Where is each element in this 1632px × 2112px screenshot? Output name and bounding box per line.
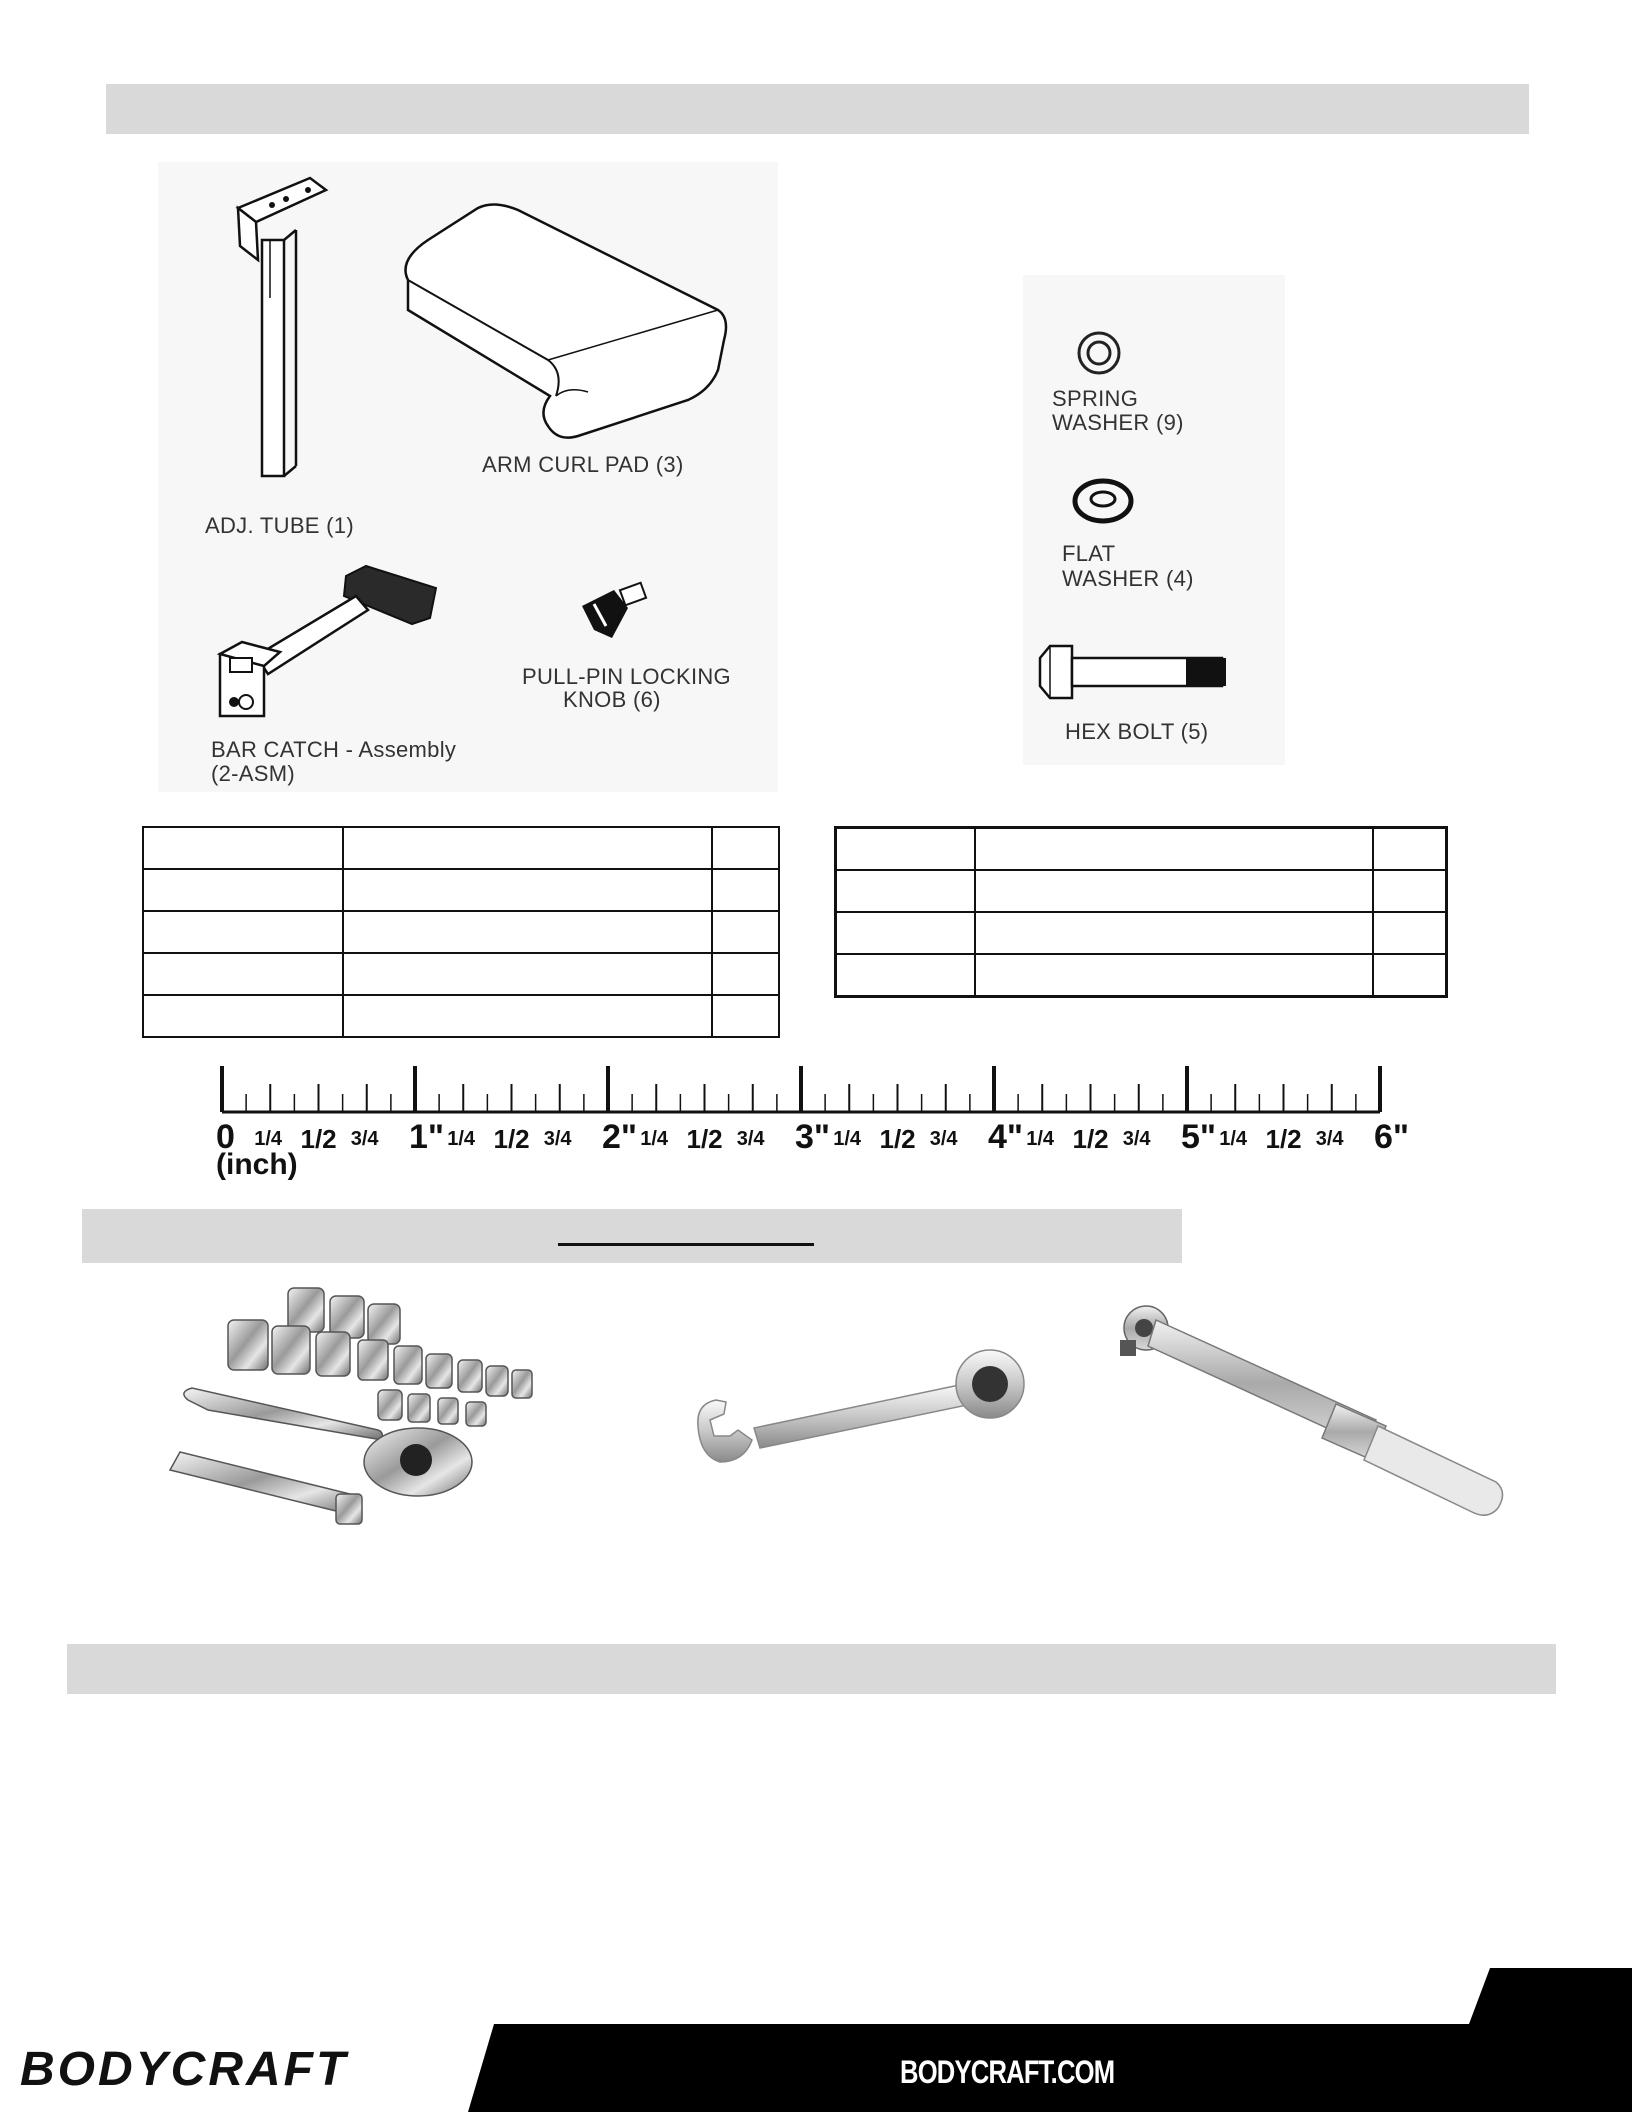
website-link[interactable]: BODYCRAFT.COM bbox=[900, 2054, 1115, 2090]
ruler-minor-label: 1/4 bbox=[1026, 1128, 1055, 1150]
table-row bbox=[836, 828, 1447, 871]
table-cell bbox=[836, 870, 975, 912]
spring-washer-label-line2: WASHER (9) bbox=[1052, 410, 1184, 435]
ruler-minor-label: 3/4 bbox=[543, 1128, 572, 1150]
table-cell bbox=[712, 869, 779, 911]
flat-washer-label-line2: WASHER (4) bbox=[1062, 566, 1194, 591]
table-row bbox=[143, 911, 779, 953]
table-cell bbox=[975, 870, 1373, 912]
table-cell bbox=[343, 995, 712, 1037]
parts-table-right bbox=[834, 826, 1448, 998]
bar-catch-label-line1: BAR CATCH - Assembly bbox=[211, 737, 457, 762]
table-row bbox=[143, 869, 779, 911]
ruler-unit-label: (inch) bbox=[216, 1148, 298, 1181]
ruler-minor-label: 1/4 bbox=[1219, 1128, 1248, 1150]
table-cell bbox=[143, 827, 343, 869]
table-cell bbox=[1373, 870, 1447, 912]
table-cell bbox=[712, 995, 779, 1037]
arm-curl-pad-drawing bbox=[398, 200, 730, 440]
bar-catch-label-line2: (2-ASM) bbox=[211, 761, 295, 786]
ruler-minor-label: 1/4 bbox=[833, 1128, 862, 1150]
combination-ratchet-wrench-image bbox=[694, 1344, 1044, 1474]
ruler-minor-label: 1/4 bbox=[447, 1128, 476, 1150]
tools-section-header-band bbox=[82, 1209, 1182, 1263]
socket-wrench-set-image bbox=[168, 1280, 558, 1530]
ruler-minor-label: 1/2 bbox=[1072, 1124, 1109, 1154]
table-cell bbox=[836, 912, 975, 954]
table-cell bbox=[712, 953, 779, 995]
flat-washer-icon bbox=[1072, 478, 1134, 524]
pull-pin-label-line1: PULL-PIN LOCKING bbox=[522, 664, 731, 689]
table-cell bbox=[143, 869, 343, 911]
parts-table-left bbox=[142, 826, 780, 1038]
table-cell bbox=[143, 911, 343, 953]
ruler-ticks bbox=[150, 1060, 1420, 1120]
ruler-minor-label: 1/2 bbox=[686, 1124, 723, 1154]
assembly-section-header-band bbox=[67, 1644, 1556, 1694]
ruler-major-label: 6" bbox=[1374, 1118, 1410, 1156]
table-cell bbox=[712, 827, 779, 869]
table-cell bbox=[343, 869, 712, 911]
ruler-major-label: 2" bbox=[602, 1118, 638, 1156]
ruler-minor-label: 1/4 bbox=[254, 1128, 283, 1150]
ruler-minor-label: 1/2 bbox=[1265, 1124, 1302, 1154]
table-cell bbox=[975, 954, 1373, 997]
table-cell bbox=[836, 828, 975, 871]
table-cell bbox=[343, 827, 712, 869]
table-cell bbox=[343, 953, 712, 995]
ruler-labels bbox=[150, 1118, 1420, 1158]
ruler-major-label: 4" bbox=[988, 1118, 1024, 1156]
ruler-minor-label: 3/4 bbox=[350, 1128, 379, 1150]
bar-catch-assembly-drawing bbox=[216, 566, 436, 731]
arm-curl-pad-label: ARM CURL PAD (3) bbox=[482, 452, 684, 477]
table-row bbox=[143, 953, 779, 995]
adj-tube-label: ADJ. TUBE (1) bbox=[205, 513, 354, 538]
adj-tube-drawing bbox=[232, 178, 332, 498]
ruler-minor-label: 1/4 bbox=[640, 1128, 669, 1150]
table-cell bbox=[1373, 912, 1447, 954]
ruler-minor-label: 3/4 bbox=[1315, 1128, 1344, 1150]
ruler-minor-label: 1/2 bbox=[879, 1124, 916, 1154]
table-cell bbox=[143, 953, 343, 995]
table-cell bbox=[975, 828, 1373, 871]
hex-bolt-label: HEX BOLT (5) bbox=[1065, 719, 1209, 744]
bodycraft-logo: BODYCRAFT bbox=[20, 2043, 349, 2096]
table-cell bbox=[1373, 954, 1447, 997]
ruler-major-label: 1" bbox=[409, 1118, 445, 1156]
pull-pin-label-line2: KNOB (6) bbox=[563, 687, 661, 712]
ruler-major-label: 3" bbox=[795, 1118, 831, 1156]
ruler-minor-label: 3/4 bbox=[1122, 1128, 1151, 1150]
ruler-minor-label: 1/2 bbox=[300, 1124, 337, 1154]
tools-section-header-underline bbox=[558, 1243, 814, 1246]
hex-bolt-icon bbox=[1036, 644, 1234, 700]
spring-washer-icon bbox=[1076, 330, 1122, 376]
parts-section-header-band bbox=[106, 84, 1529, 134]
table-row bbox=[836, 954, 1447, 997]
table-row bbox=[836, 870, 1447, 912]
ruler-major-label: 0 bbox=[216, 1118, 235, 1156]
flat-washer-label-line1: FLAT bbox=[1062, 541, 1116, 566]
table-cell bbox=[343, 911, 712, 953]
ruler-minor-label: 3/4 bbox=[929, 1128, 958, 1150]
table-cell bbox=[836, 954, 975, 997]
ruler-minor-label: 3/4 bbox=[736, 1128, 765, 1150]
table-cell bbox=[1373, 828, 1447, 871]
ruler-minor-label: 1/2 bbox=[493, 1124, 530, 1154]
table-row bbox=[143, 995, 779, 1037]
table-cell bbox=[975, 912, 1373, 954]
spring-washer-label-line1: SPRING bbox=[1052, 386, 1139, 411]
ruler-major-label: 5" bbox=[1181, 1118, 1217, 1156]
table-row bbox=[143, 827, 779, 869]
table-cell bbox=[712, 911, 779, 953]
table-cell bbox=[143, 995, 343, 1037]
inch-ruler bbox=[150, 1060, 1420, 1190]
torque-wrench-image bbox=[1116, 1300, 1506, 1520]
table-row bbox=[836, 912, 1447, 954]
socket-icon-group bbox=[228, 1288, 532, 1426]
pull-pin-knob-drawing bbox=[578, 582, 648, 642]
